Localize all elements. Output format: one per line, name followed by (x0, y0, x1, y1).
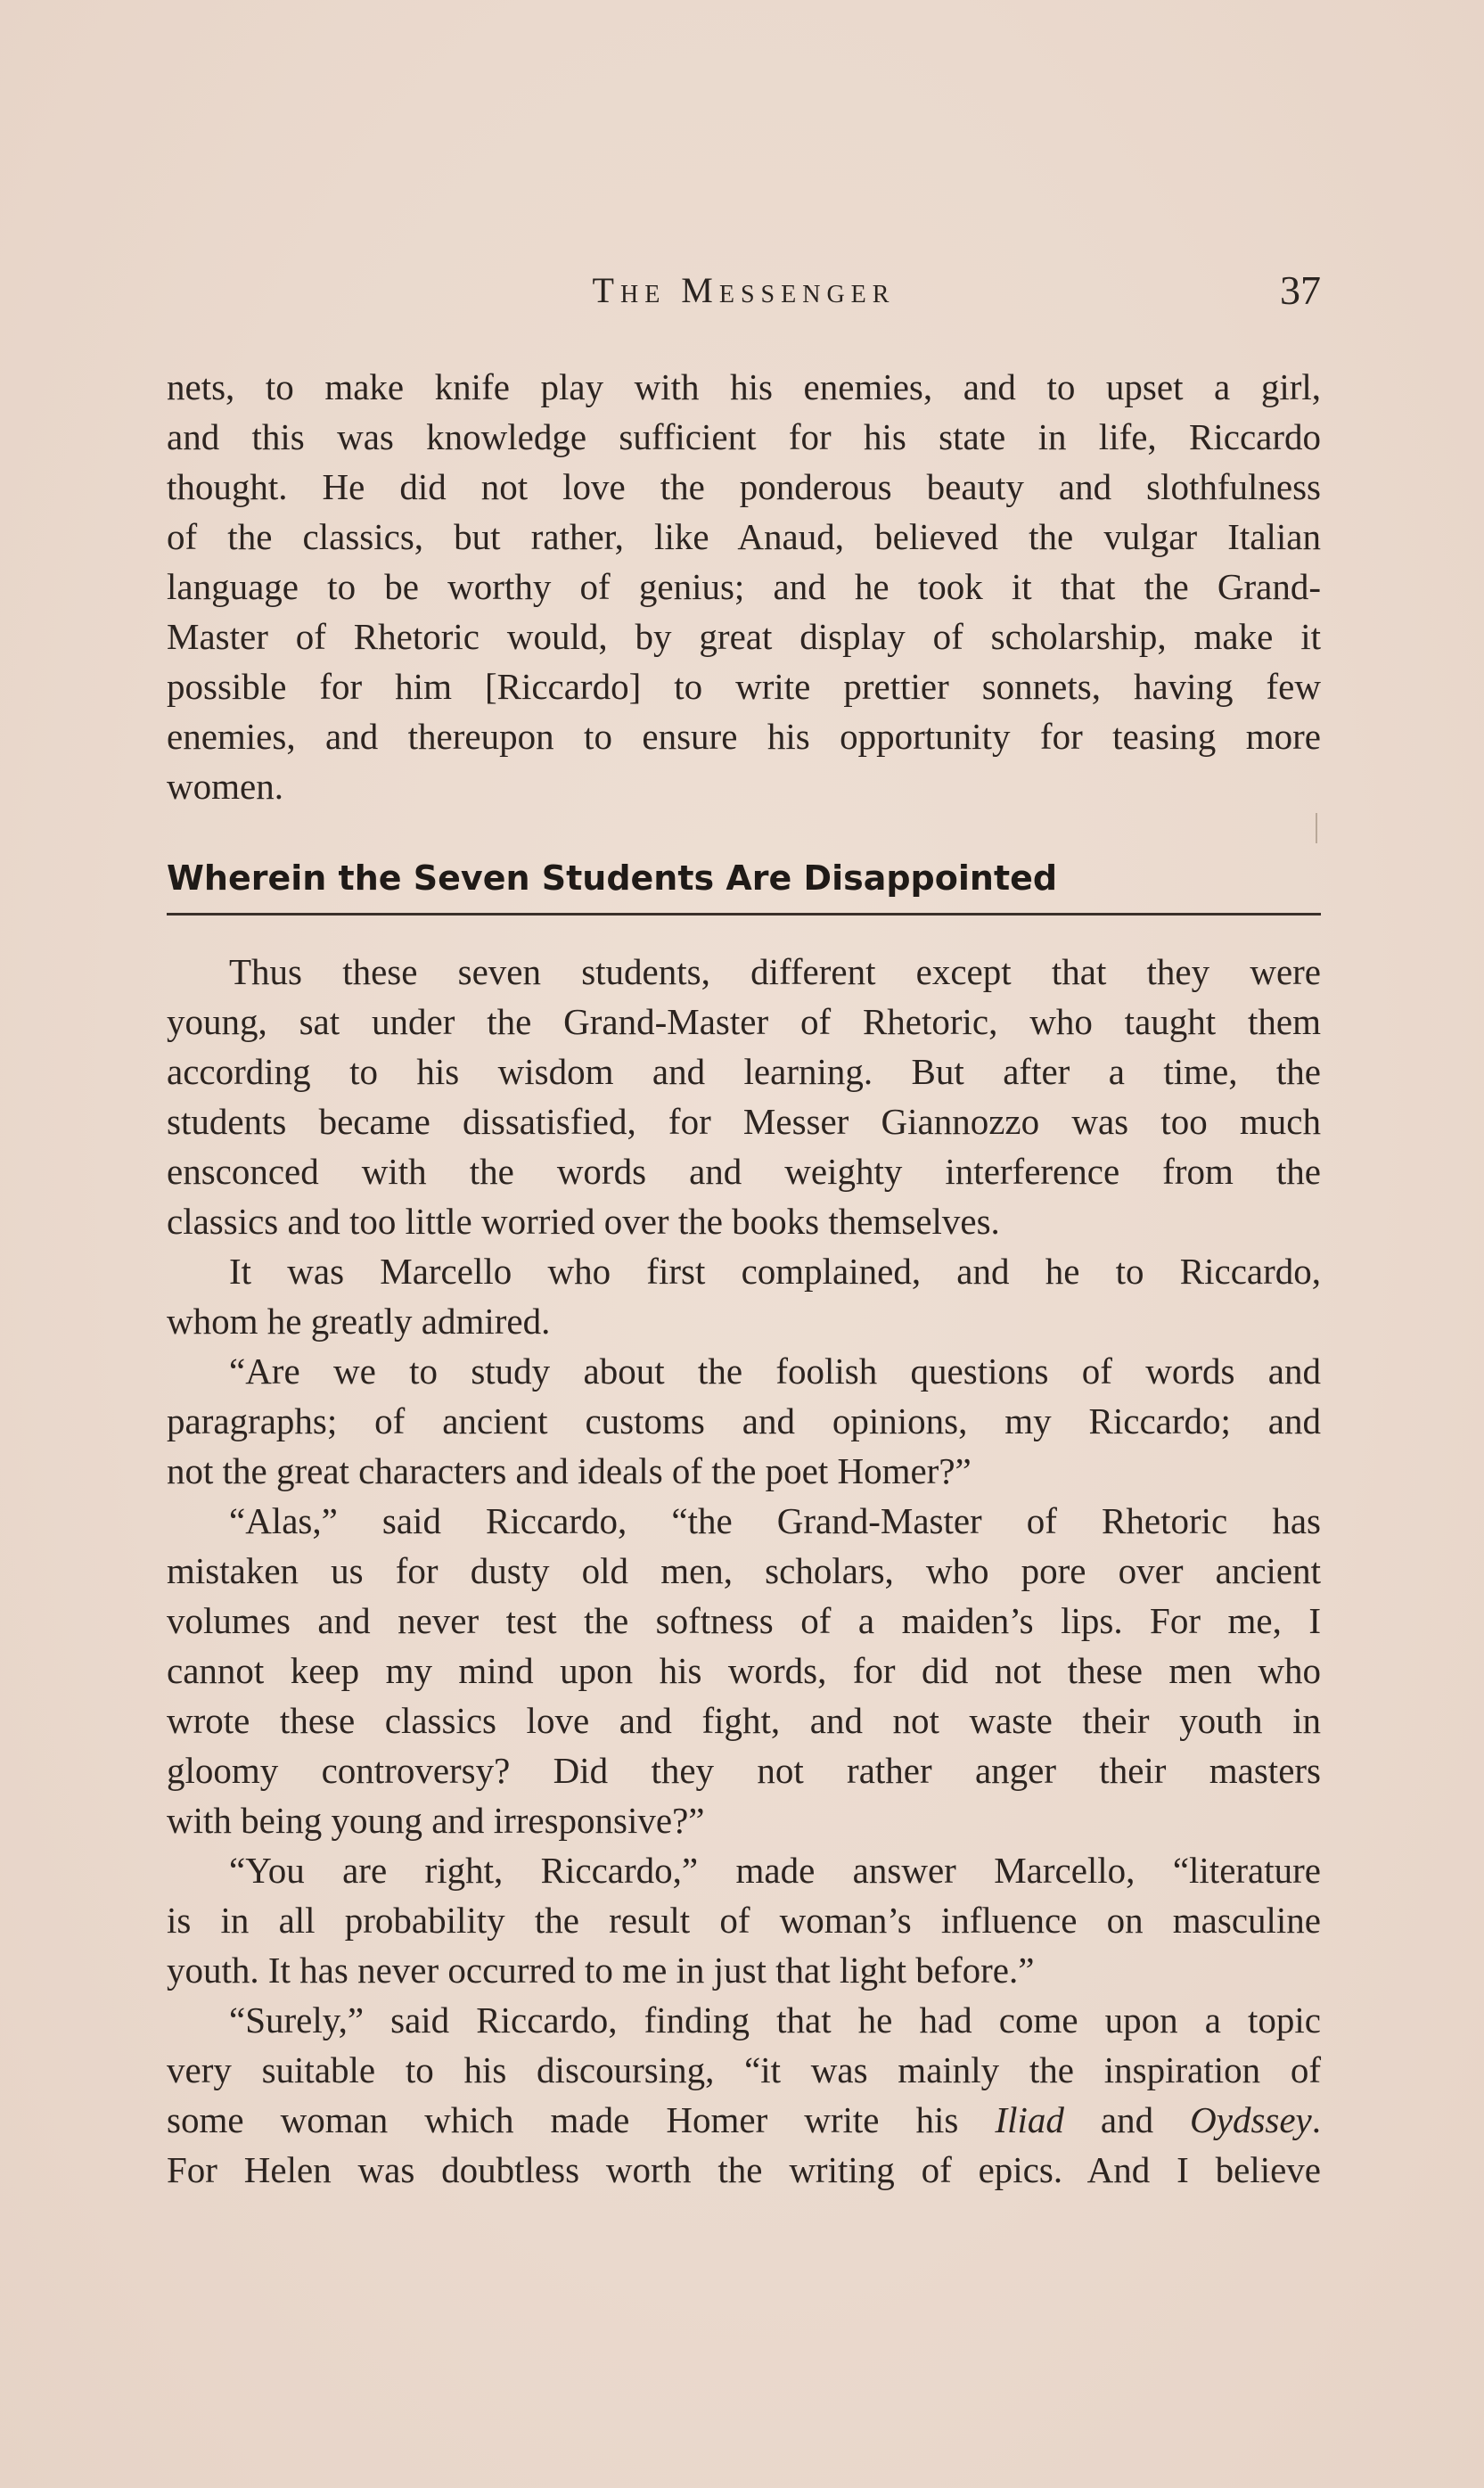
text-line: nets, to make knife play with his enemies, and to upset a girl, (167, 366, 1321, 407)
text-line: language to be worthy of genius; and he took it that the Grand- (167, 566, 1321, 607)
text-line: “Surely,” said Riccardo, finding that he had come upon a topic (229, 1999, 1321, 2040)
margin-mark (1316, 813, 1317, 843)
paragraph (167, 1995, 1321, 2195)
text-line: young, sat under the Grand-Master of Rhetoric, who taught them (167, 1001, 1321, 1042)
page-number: 37 (1280, 267, 1321, 313)
text-line: students became dissatisfied, for Messer Giannozzo was too much (167, 1101, 1321, 1142)
text-line: is in all probability the result of woman’s influence on masculine (167, 1900, 1321, 1941)
text-line: very suitable to his discoursing, “it was mainly the inspiration of (167, 2049, 1321, 2090)
text-line: enemies, and thereupon to ensure his opportunity for teasing more (167, 716, 1321, 757)
running-title: The Messenger (592, 270, 896, 310)
text-line: and this was knowledge sufficient for his state in life, Riccardo (167, 416, 1321, 457)
paragraph (167, 947, 1321, 1246)
text-line: whom he greatly admired. (167, 1301, 551, 1342)
text-line: For Helen was doubtless worth the writing of epics. And I believe (167, 2149, 1321, 2190)
text-line: Master of Rhetoric would, by great display of scholarship, make it (167, 616, 1321, 657)
text-line: cannot keep my mind upon his words, for did not these men who (167, 1650, 1321, 1691)
text-line: gloomy controversy? Did they not rather anger their masters (167, 1750, 1321, 1791)
section-heading: Wherein the Seven Students Are Disappointed (167, 858, 1058, 898)
text-line (167, 2095, 1321, 2145)
paragraph (167, 1246, 1321, 1346)
text-line: possible for him [Riccardo] to write prettier sonnets, having few (167, 666, 1321, 707)
text-segment: some woman which made Homer write his (167, 2099, 996, 2140)
text-line: of the classics, but rather, like Anaud, believed the vulgar Italian (167, 516, 1321, 557)
title-odyssey: Oydssey (1190, 2099, 1312, 2140)
paragraph-continued (167, 362, 1321, 811)
text-line: not the great characters and ideals of the poet Homer?” (167, 1450, 972, 1491)
paragraph (167, 1346, 1321, 1496)
paragraph (167, 1845, 1321, 1995)
running-head (167, 264, 1321, 317)
text-segment: and (1063, 2099, 1191, 2140)
text-line: ensconced with the words and weighty interference from the (167, 1151, 1321, 1192)
text-line: with being young and irresponsive?” (167, 1800, 705, 1841)
text-line: “Are we to study about the foolish questions of words and (229, 1351, 1321, 1392)
title-iliad: Iliad (995, 2099, 1064, 2140)
text-line: classics and too little worried over the books themselves. (167, 1201, 1000, 1242)
text-line: mistaken us for dusty old men, scholars, who pore over ancient (167, 1550, 1321, 1591)
text-line: Thus these seven students, different except that they were (229, 951, 1321, 992)
text-line: according to his wisdom and learning. But after a time, the (167, 1051, 1321, 1092)
heading-rule (167, 913, 1321, 916)
text-line: thought. He did not love the ponderous beauty and slothfulness (167, 466, 1321, 507)
text-line: women. (167, 766, 283, 807)
text-line: “Alas,” said Riccardo, “the Grand-Master of Rhetoric has (229, 1500, 1321, 1541)
text-line: wrote these classics love and fight, and not waste their youth in (167, 1700, 1321, 1741)
text-line: volumes and never test the softness of a maiden’s lips. For me, I (167, 1600, 1321, 1641)
text-segment: . (1311, 2099, 1322, 2140)
text-line: paragraphs; of ancient customs and opinions, my Riccardo; and (167, 1400, 1321, 1441)
text-line: youth. It has never occurred to me in just that light before.” (167, 1950, 1035, 1991)
text-line: It was Marcello who first complained, and he to Riccardo, (229, 1251, 1321, 1292)
text-line: “You are right, Riccardo,” made answer Marcello, “literature (229, 1850, 1321, 1891)
paragraph (167, 1496, 1321, 1845)
